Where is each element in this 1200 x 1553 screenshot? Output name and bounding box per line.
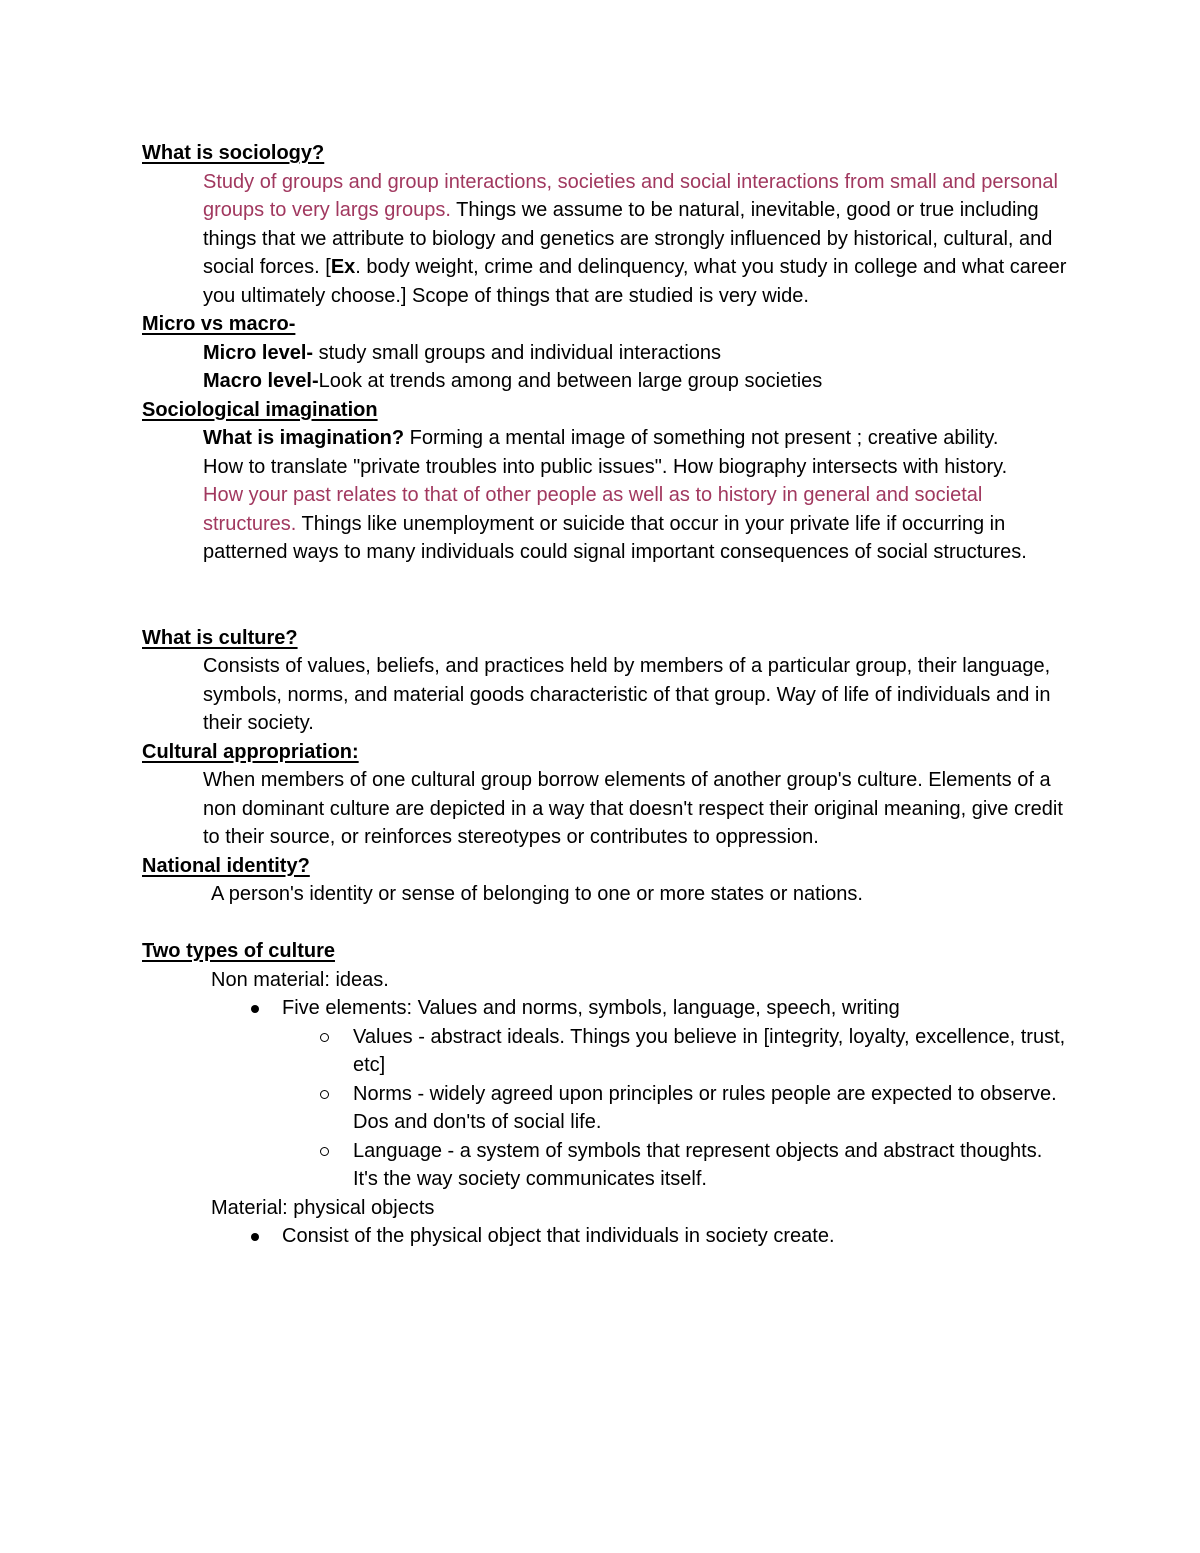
micro-level-line [142,339,1072,368]
list-item: Norms - widely agreed upon principles or rules people are expected to observe. Dos and don'ts of social life. [142,1080,1072,1137]
micro-level-text: study small groups and individual interactions [313,341,722,364]
macro-level-text: Look at trends among and between large group societies [318,370,823,392]
sociology-paragraph [142,168,1072,311]
heading-two-types-of-culture: Two types of culture [142,940,335,962]
non-material-list [142,994,1072,1194]
imagination-definition: How your past relates to that of other people as well as to history in general and societal structures. [203,484,983,535]
heading-cultural-appropriation: Cultural appropriation: [142,740,359,763]
sociology-text-b: . body weight, crime and delinquency, what you study in college and what career you ultimately choose.] Scope of things that are studied is very wide. [203,256,1067,307]
ex-label: Ex [330,256,356,278]
material-list [142,1222,1072,1251]
heading-what-is-culture: What is culture? [142,626,298,649]
macro-level-line [142,367,1072,396]
appropriation-paragraph: When members of one cultural group borrow elements of another group's culture. Elements of a non dominant culture are depicted in a way that doesn't respect their original meaning, give credit to their source, or reinforces stereotypes or contributes to oppression. [203,769,1063,848]
non-material-line: Non material: ideas. [211,968,389,991]
heading-micro-vs-macro: Micro vs macro- [142,313,296,335]
macro-level-label: Macro level- [203,370,319,392]
spacer [142,567,1072,624]
national-identity-paragraph: A person's identity or sense of belonging to one or more states or nations. [211,883,863,905]
imagination-text: Things like unemployment or suicide that occur in your private life if occurring in patterned ways to many individuals could signal important consequences of social structures. [203,512,1027,563]
list-item: Five elements: Values and norms, symbols, language, speech, writing [142,994,1072,1023]
imagination-question [142,424,1072,453]
imagination-question-text: Forming a mental image of something not present ; creative ability. [404,427,999,449]
imagination-line-2: How to translate "private troubles into public issues". How biography intersects with history. [203,455,1008,478]
heading-sociological-imagination: Sociological imagination [142,398,378,421]
list-item: Language - a system of symbols that represent objects and abstract thoughts. It's the way society communicates itself. [142,1137,1072,1194]
list-item: Consist of the physical object that individuals in society create. [142,1222,1072,1251]
heading-national-identity: National identity? [142,854,310,877]
sociology-text-a: Things we assume to be natural, inevitable, good or true including things that we attribute to biology and genetics are strongly influenced by historical, cultural, and social forces. [ [203,199,1053,278]
spacer [142,909,1072,938]
imagination-question-label: What is imagination? [203,427,405,449]
document-body [142,139,1072,1251]
list-item: Values - abstract ideals. Things you believe in [integrity, loyalty, excellence, trust, etc] [142,1023,1072,1080]
sociology-definition: Study of groups and group interactions, societies and social interactions from small and personal groups to very largs groups. [203,170,1058,221]
micro-level-label: Micro level- [203,341,314,364]
material-line: Material: physical objects [211,1196,435,1219]
imagination-paragraph [142,481,1072,567]
heading-what-is-sociology: What is sociology? [142,142,325,164]
culture-paragraph: Consists of values, beliefs, and practices held by members of a particular group, their language, symbols, norms, and material goods characteristic of that group. Way of life of individuals and in their society. [203,655,1051,734]
